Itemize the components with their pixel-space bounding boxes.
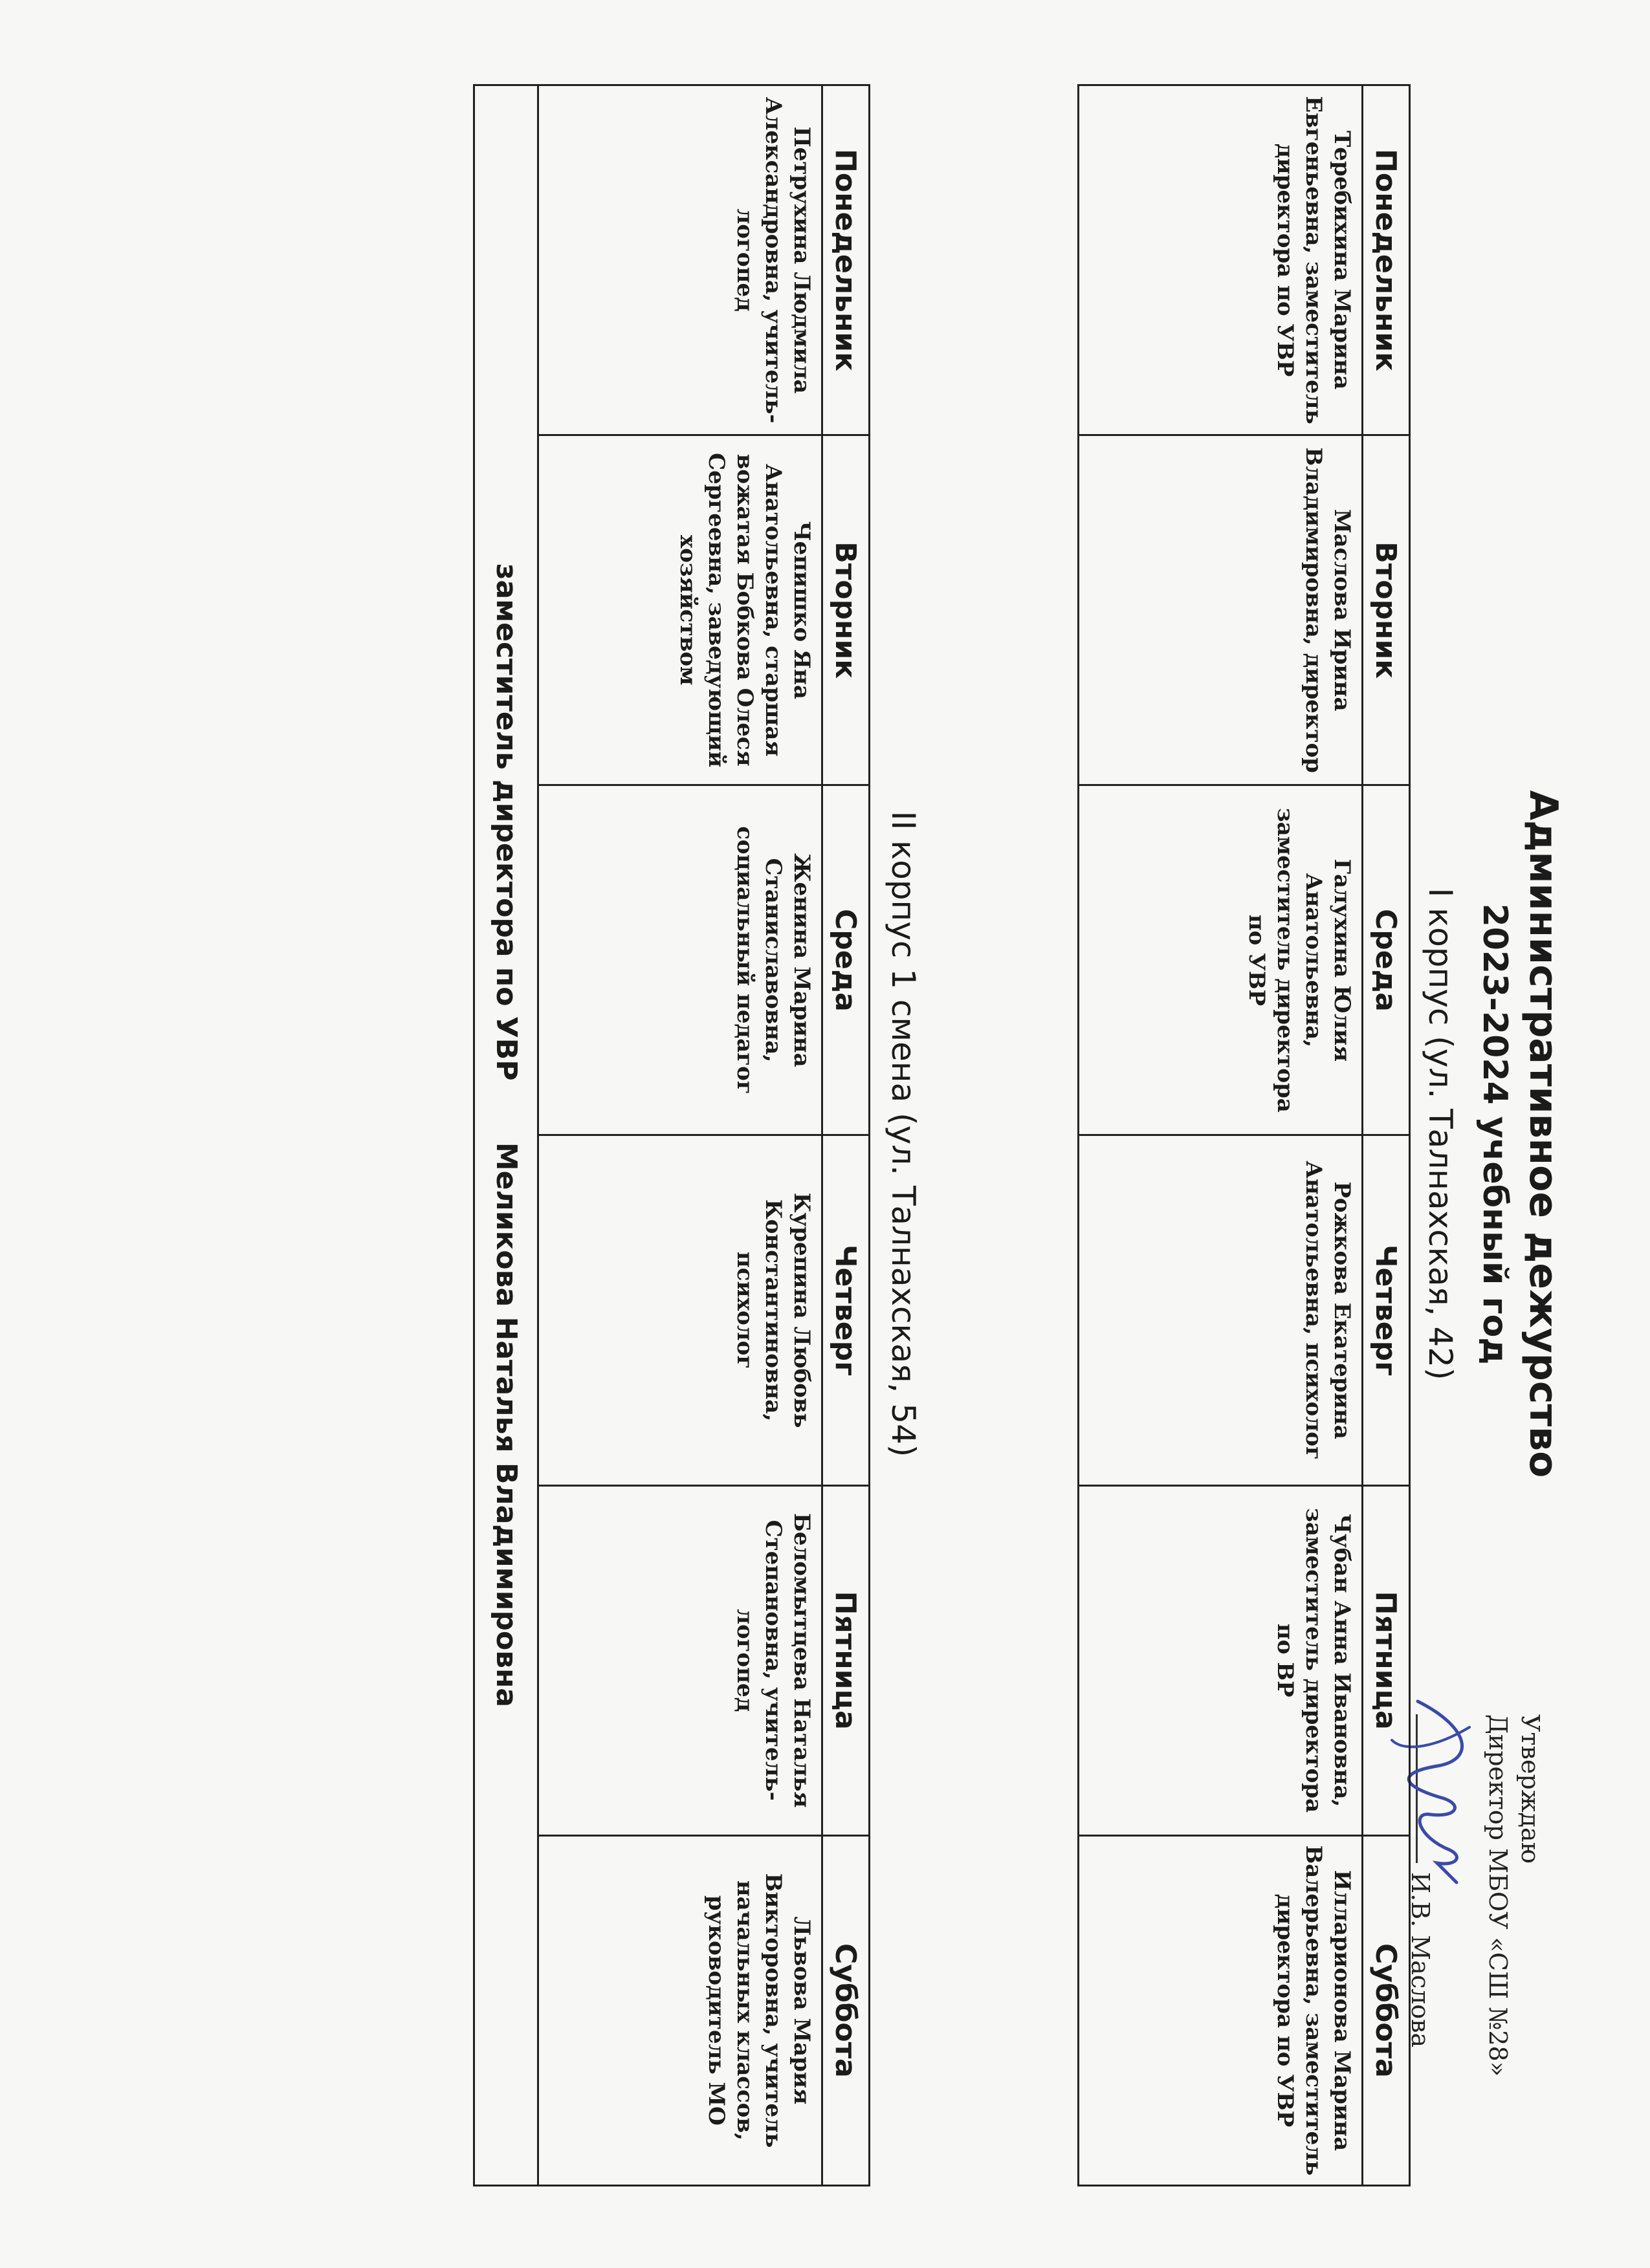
table-footer-row: [474, 85, 538, 2186]
school-year: 2023-2024 учебный год: [1475, 903, 1514, 1365]
duty-cell: Галухина Юлия Анатольевна, заместитель директора по УВР: [1079, 785, 1363, 1135]
duty-cell: Беломытцева Наталья Степановна, учитель-логопед: [538, 1485, 822, 1835]
duty-cell: Рожкова Екатерина Анатольевна, психолог: [1079, 1135, 1363, 1485]
duty-cell: Теребихина Марина Евгеньевна, заместитель директора по УВР: [1079, 85, 1363, 435]
day-header: Понедельник: [1363, 85, 1410, 435]
table-header-row: [1363, 85, 1410, 2186]
duty-cell: Чепишко Яна Анатольевна, старшая вожатая Бобкова Олеся Сергеевна, заведующий хозяйством: [538, 435, 822, 785]
day-header: Вторник: [822, 435, 870, 785]
day-header: Пятница: [1363, 1485, 1410, 1835]
day-header: Четверг: [1363, 1135, 1410, 1485]
duty-cell: Курепина Любовь Константиновна, психолог: [538, 1135, 822, 1485]
day-header: Среда: [1363, 785, 1410, 1135]
approval-name: И.В. Маслова: [1406, 1872, 1435, 2048]
table-header-row: [822, 85, 870, 2186]
table-row: [1079, 85, 1363, 2186]
day-header: Понедельник: [822, 85, 870, 435]
duty-cell: Чубан Анна Ивановна, заместитель директора по ВР: [1079, 1485, 1363, 1835]
building2-table: [473, 84, 870, 2186]
building2-caption: II корпус 1 смена (ул. Талнахская, 54): [885, 811, 922, 1457]
page-title: Административное дежурство: [1521, 790, 1566, 1478]
day-header: Суббота: [822, 1835, 870, 2185]
building1-caption: I корпус (ул. Талнахская, 42): [1422, 888, 1459, 1380]
duty-cell: Львова Мария Викторовна, учитель начальных классов, руководитель МО: [538, 1835, 822, 2185]
duty-cell: Илларионова Марина Валерьевна, заместитель директора по УВР: [1079, 1835, 1363, 2185]
approval-position: Директор МБОУ «СШ №28»: [1484, 1714, 1512, 2077]
footer-name: Меликова Наталья Владимировна: [490, 1142, 523, 1708]
approval-word: Утверждаю: [1516, 1714, 1545, 1864]
duty-cell: Маслова Ирина Владимировна, директор: [1079, 435, 1363, 785]
table-row: [538, 85, 822, 2186]
building1-table: [1077, 84, 1411, 2186]
duty-cell: Петрухина Людмила Александровна, учитель-логопед: [538, 85, 822, 435]
duty-cell: Женина Марина Станиславовна, социальный педагог: [538, 785, 822, 1135]
day-header: Пятница: [822, 1485, 870, 1835]
signature: [1416, 1714, 1418, 1863]
day-header: Вторник: [1363, 435, 1410, 785]
footer-role: заместитель директора по УВР: [490, 563, 523, 1081]
day-header: Четверг: [822, 1135, 870, 1485]
day-header: Среда: [822, 785, 870, 1135]
footer-cell: [474, 85, 538, 2186]
day-header: Суббота: [1363, 1835, 1410, 2185]
